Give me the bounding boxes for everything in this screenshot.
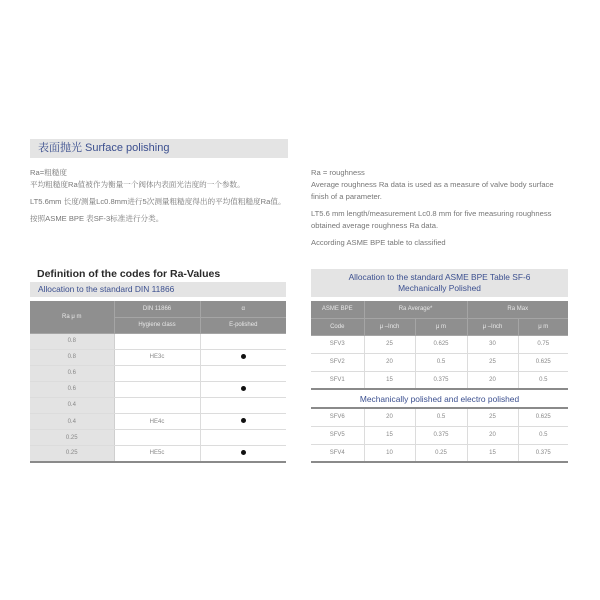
max-um-cell: 0.375 (518, 444, 568, 462)
table-row (311, 408, 568, 426)
table-row (311, 353, 568, 371)
table-row (30, 446, 286, 462)
max-uinch-cell: 25 (467, 408, 518, 426)
avg-uinch-cell: 20 (364, 353, 415, 371)
epolished-cell (200, 430, 286, 446)
table-row (311, 371, 568, 389)
asme-table (311, 301, 568, 463)
en-para3: According ASME BPE table to classified (311, 238, 446, 247)
table-row (30, 397, 286, 413)
max-um-cell: 0.75 (518, 335, 568, 353)
avg-um-cell: 0.375 (415, 371, 467, 389)
hygiene-class (114, 381, 200, 397)
hygiene-class (114, 333, 200, 349)
epolished-cell (200, 446, 286, 462)
table-row (30, 349, 286, 365)
avg-um-cell: 0.5 (415, 408, 467, 426)
epolished-cell (200, 333, 286, 349)
ra-value: 0.6 (30, 381, 114, 397)
max-um-cell: 0.5 (518, 371, 568, 389)
avg-uinch-cell: 15 (364, 371, 415, 389)
avg-um-cell: 0.625 (415, 335, 467, 353)
cn-line1: Ra=粗糙度 (30, 168, 67, 177)
bullet-icon (241, 418, 246, 423)
header-asme: ASME BPE (311, 301, 364, 318)
ra-value: 0.6 (30, 365, 114, 381)
table-row (311, 444, 568, 462)
header-hygiene: Hygiene class (114, 317, 200, 333)
header-avg-uinch: μ –Inch (364, 318, 415, 335)
chinese-description (30, 167, 292, 230)
bullet-icon (241, 450, 246, 455)
en-line2: Average roughness Ra data is used as a measure of valve body surface finish of a parameter. (311, 180, 554, 201)
epolished-cell (200, 381, 286, 397)
din-heading: Definition of the codes for Ra-Values (37, 268, 221, 280)
table-row (30, 381, 286, 397)
header-ra-max: Ra Max (467, 301, 568, 318)
header-ra: Ra μ m (30, 301, 114, 333)
section-title: 表面抛光 Surface polishing (30, 139, 288, 158)
cn-line2: 平均粗糙度Ra值被作为衡量一个阀体内表面光洁度的一个参数。 (30, 180, 245, 189)
max-uinch-cell: 20 (467, 426, 518, 444)
header-ra-average: Ra Average* (364, 301, 467, 318)
table-row (30, 333, 286, 349)
header-max-um: μ m (518, 318, 568, 335)
asme-title (311, 269, 568, 297)
max-um-cell: 0.625 (518, 408, 568, 426)
ra-value: 0.4 (30, 397, 114, 413)
header-max-uinch: μ –Inch (467, 318, 518, 335)
avg-um-cell: 0.5 (415, 353, 467, 371)
hygiene-class: HE3c (114, 349, 200, 365)
max-uinch-cell: 25 (467, 353, 518, 371)
header-avg-um: μ m (415, 318, 467, 335)
table-row (30, 365, 286, 381)
din-table (30, 301, 286, 463)
hygiene-class: HE4c (114, 413, 200, 429)
electro-subtitle: Mechanically polished and electro polished (311, 389, 568, 408)
ra-value: 0.8 (30, 349, 114, 365)
english-description (311, 167, 573, 254)
avg-um-cell: 0.25 (415, 444, 467, 462)
hygiene-class (114, 397, 200, 413)
code-cell: SFV4 (311, 444, 364, 462)
cn-para2: LT5.6mm 长度/测量Lc0.8mm进行5次测量粗糙度得出的平均值粗糙度Ra值。 (30, 197, 286, 206)
hygiene-class: HE5c (114, 446, 200, 462)
cn-para3: 按照ASME BPE 表SF-3标准进行分类。 (30, 214, 164, 223)
asme-title-line1: Allocation to the standard ASME BPE Table SF-6 (348, 272, 531, 282)
code-cell: SFV1 (311, 371, 364, 389)
avg-uinch-cell: 25 (364, 335, 415, 353)
table-row (311, 426, 568, 444)
en-line1: Ra = roughness (311, 168, 365, 177)
epolished-cell (200, 349, 286, 365)
bullet-icon (241, 354, 246, 359)
hygiene-class (114, 430, 200, 446)
avg-uinch-cell: 15 (364, 426, 415, 444)
max-uinch-cell: 15 (467, 444, 518, 462)
ra-value: 0.25 (30, 430, 114, 446)
header-epolished: E-polished (200, 317, 286, 333)
header-code: Code (311, 318, 364, 335)
header-alpha: α (200, 301, 286, 317)
avg-uinch-cell: 10 (364, 444, 415, 462)
code-cell: SFV3 (311, 335, 364, 353)
max-uinch-cell: 20 (467, 371, 518, 389)
ra-value: 0.25 (30, 446, 114, 462)
epolished-cell (200, 413, 286, 429)
din-subtitle: Allocation to the standard DIN 11866 (30, 282, 286, 297)
avg-uinch-cell: 20 (364, 408, 415, 426)
avg-um-cell: 0.375 (415, 426, 467, 444)
en-para2: LT5.6 mm length/measurement Lc0.8 mm for five measuring roughness obtained average roughness Ra data. (311, 209, 552, 230)
code-cell: SFV5 (311, 426, 364, 444)
epolished-cell (200, 365, 286, 381)
epolished-cell (200, 397, 286, 413)
table-row (30, 430, 286, 446)
bullet-icon (241, 386, 246, 391)
table-row (30, 413, 286, 429)
max-um-cell: 0.625 (518, 353, 568, 371)
table-row (311, 335, 568, 353)
max-uinch-cell: 30 (467, 335, 518, 353)
ra-value: 0.4 (30, 413, 114, 429)
asme-title-line2: Mechanically Polished (398, 283, 481, 293)
ra-value: 0.8 (30, 333, 114, 349)
code-cell: SFV6 (311, 408, 364, 426)
hygiene-class (114, 365, 200, 381)
header-din: DIN 11866 (114, 301, 200, 317)
code-cell: SFV2 (311, 353, 364, 371)
max-um-cell: 0.5 (518, 426, 568, 444)
